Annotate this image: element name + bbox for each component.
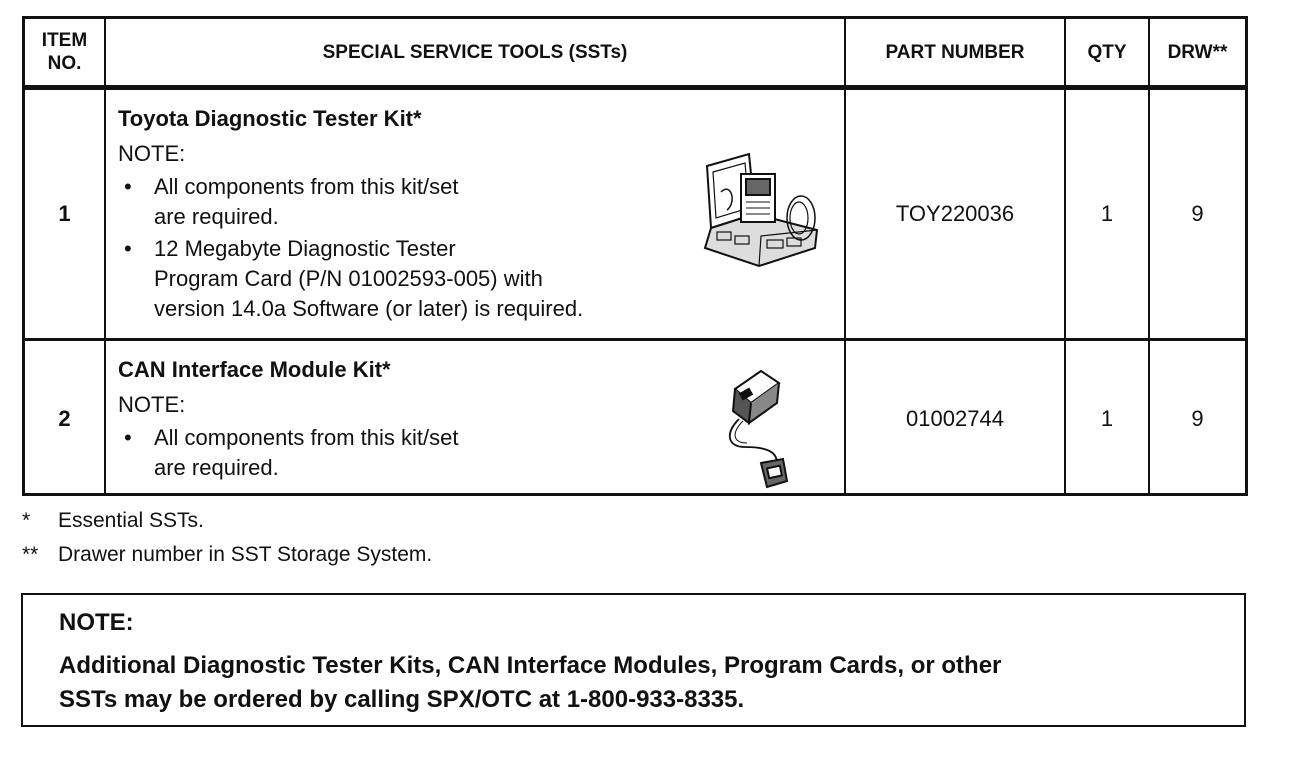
- note-bullet: • 12 Megabyte Diagnostic Tester Program Card (P/N 01002593-005) with version 14.0a Software (or later) is required.: [118, 234, 583, 324]
- note-label: NOTE:: [118, 392, 186, 417]
- footnote-mark: **: [22, 543, 39, 566]
- header-sst: SPECIAL SERVICE TOOLS (SSTs): [322, 41, 628, 63]
- footnote-essential: [22, 507, 204, 535]
- footnote-drawer: [22, 541, 432, 569]
- can-interface-module-icon: [721, 363, 793, 493]
- item-number: 2: [58, 405, 71, 431]
- table-row: [25, 90, 1245, 341]
- header-qty: QTY: [1087, 41, 1127, 63]
- tool-description: [118, 102, 583, 324]
- note-body: Additional Diagnostic Tester Kits, CAN Interface Modules, Program Cards, or other SSTs may be ordered by calling SPX/OTC at 1-800-933-8335.: [59, 652, 1002, 713]
- diagnostic-tester-case-icon: [701, 152, 821, 270]
- tool-name: CAN Interface Module Kit*: [118, 357, 391, 382]
- column-divider: [1064, 19, 1066, 493]
- sst-table: [22, 16, 1248, 496]
- header-item-no: ITEM NO.: [41, 30, 88, 74]
- note-box: [21, 593, 1246, 727]
- note-label: NOTE:: [118, 141, 186, 166]
- note-title: NOTE:: [59, 609, 134, 636]
- column-divider: [104, 19, 106, 493]
- item-number: 1: [58, 201, 71, 226]
- drawer-number: 9: [1191, 201, 1204, 226]
- column-divider: [1148, 19, 1150, 493]
- header-part-number: PART NUMBER: [885, 41, 1025, 63]
- tool-description: [118, 353, 458, 483]
- table-header: [25, 19, 1245, 90]
- qty: 1: [1100, 405, 1114, 431]
- note-bullet: • All components from this kit/set are required.: [118, 172, 583, 232]
- note-bullet: • All components from this kit/set are required.: [118, 423, 458, 483]
- footnote-mark: *: [22, 509, 31, 532]
- part-number: TOY220036: [895, 201, 1015, 226]
- part-number: 01002744: [906, 405, 1004, 431]
- tool-name: Toyota Diagnostic Tester Kit*: [118, 106, 422, 131]
- header-drw: DRW**: [1167, 41, 1228, 63]
- footnote-text: Essential SSTs.: [58, 509, 204, 532]
- drawer-number: 9: [1191, 405, 1204, 431]
- qty: 1: [1100, 201, 1114, 226]
- table-row: [25, 341, 1245, 496]
- column-divider: [844, 19, 846, 493]
- footnote-text: Drawer number in SST Storage System.: [58, 543, 433, 566]
